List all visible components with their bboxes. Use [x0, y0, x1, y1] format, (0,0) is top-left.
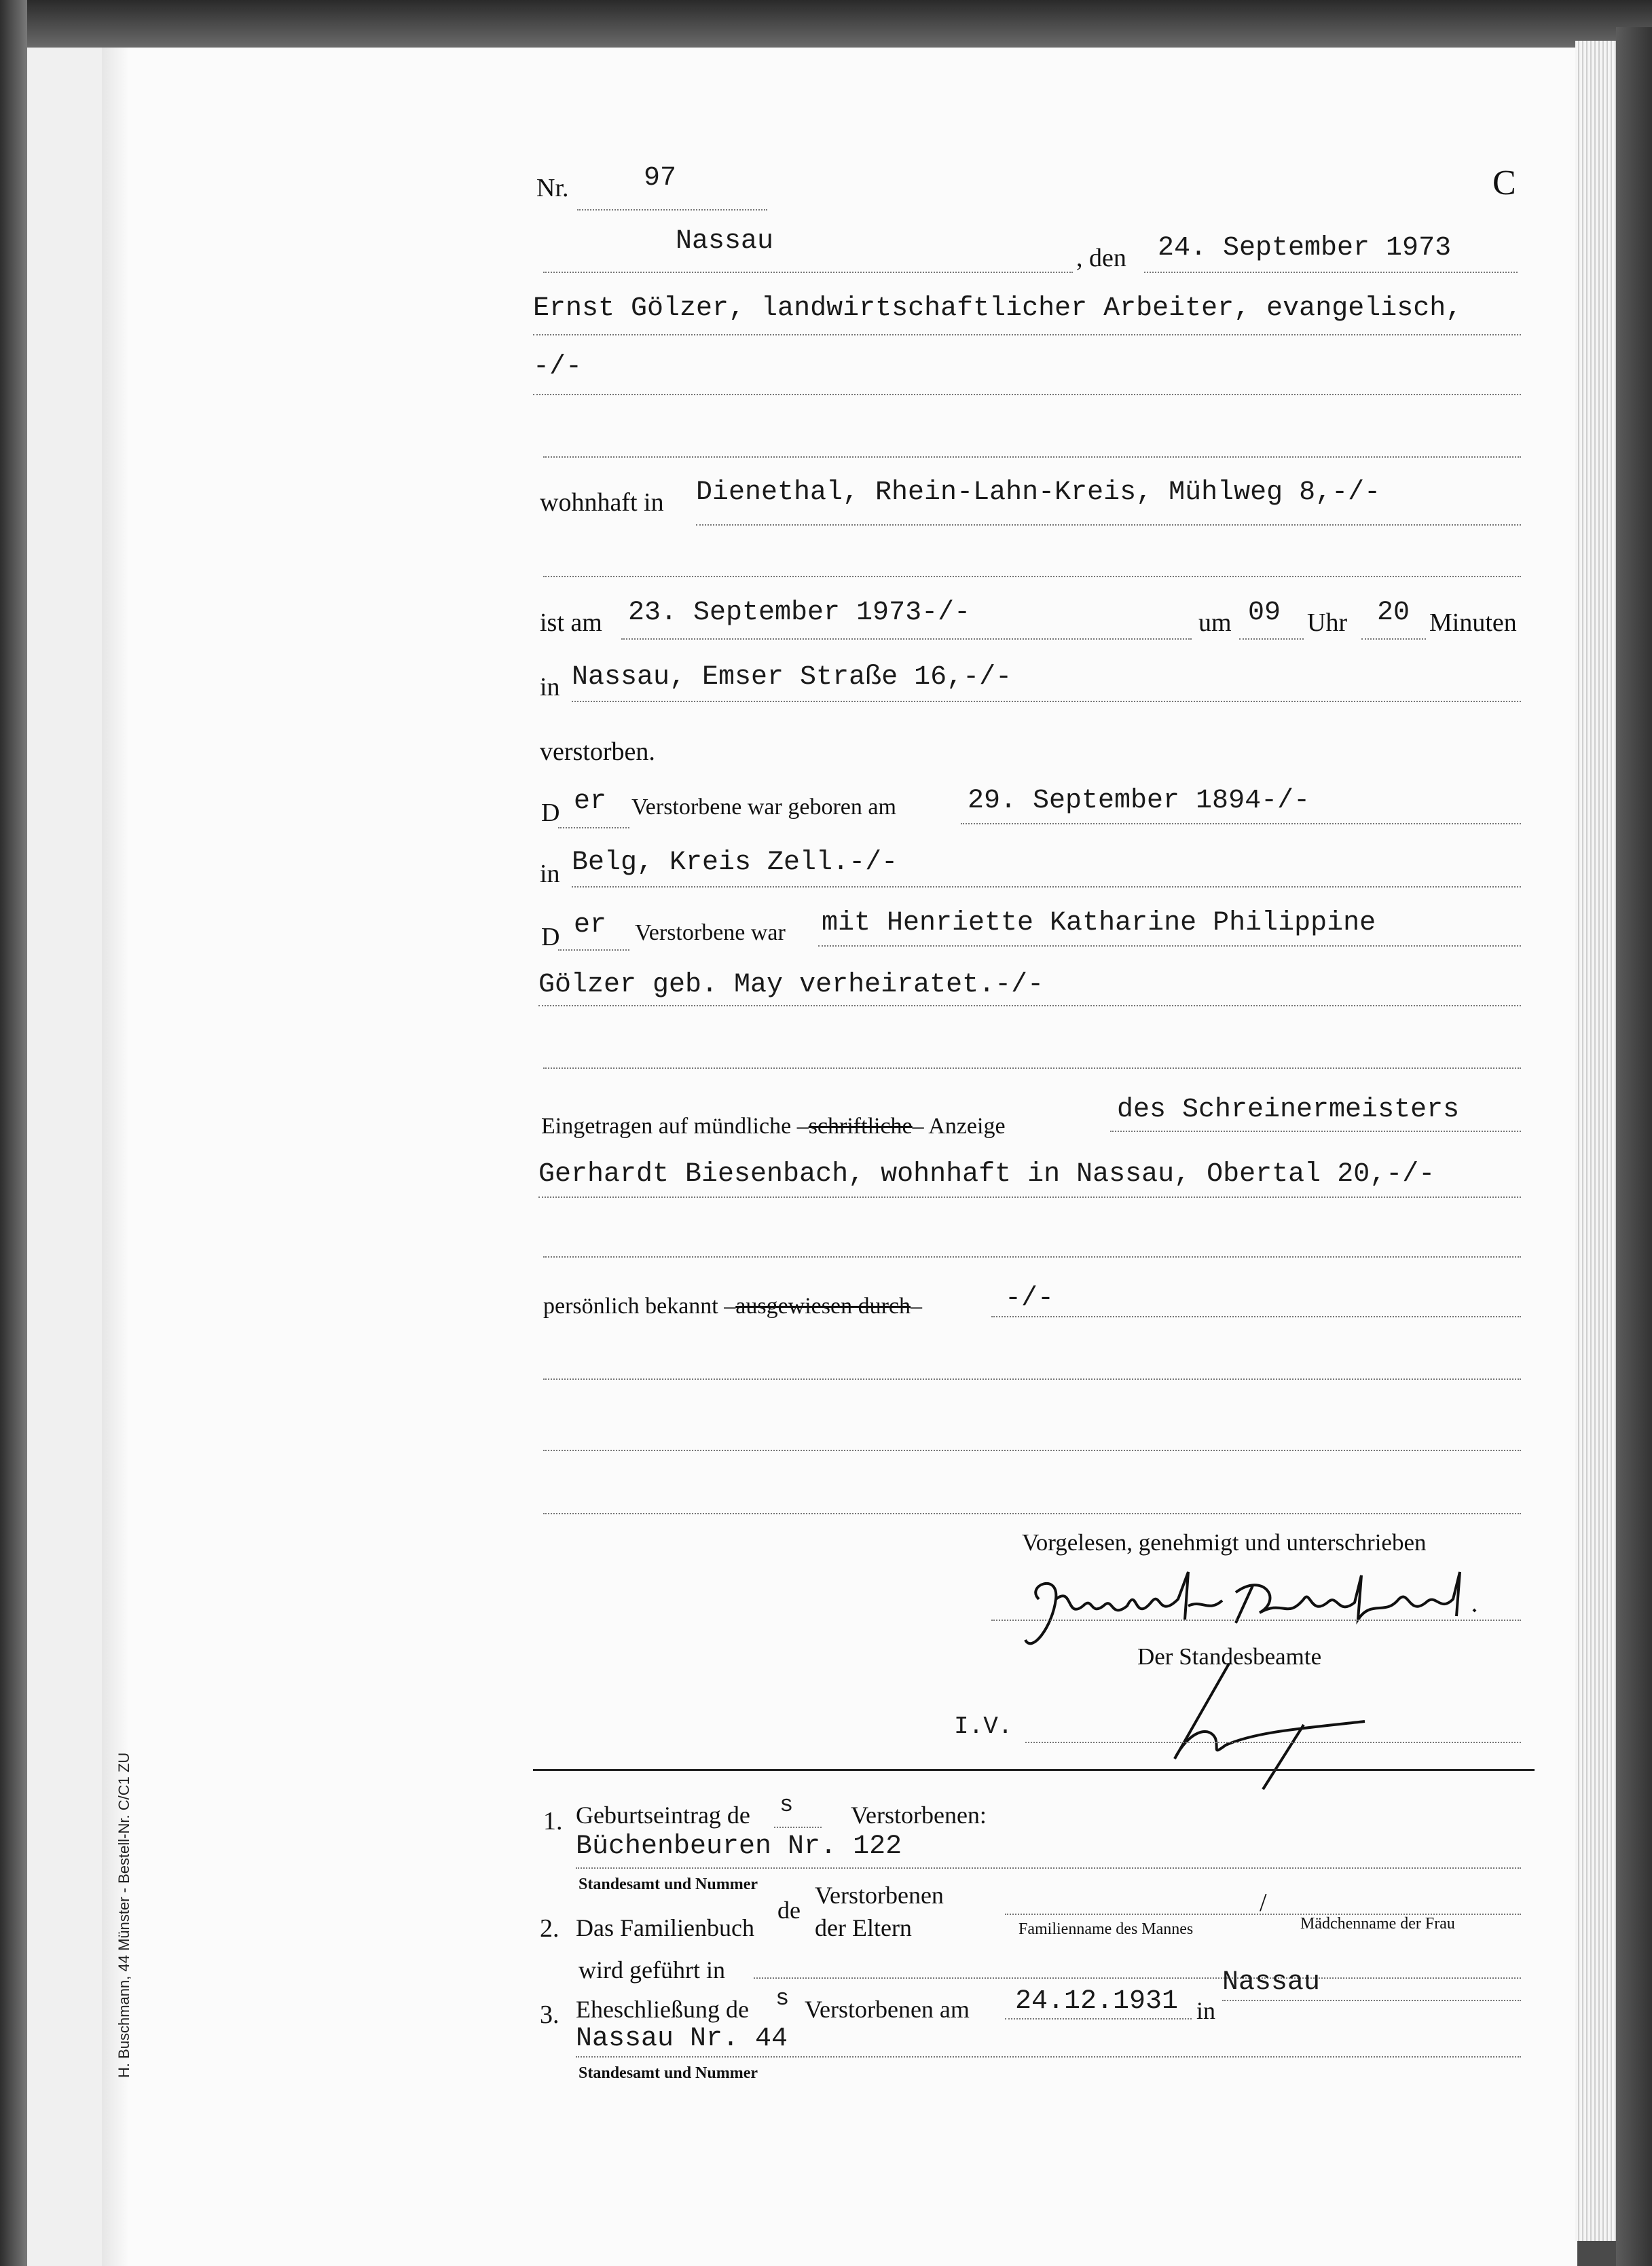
familienbuch-label: Das Familienbuch [576, 1914, 754, 1941]
place-of-record: Nassau [676, 226, 774, 257]
dotted-line [696, 524, 1521, 526]
ist-am-label: ist am [540, 608, 602, 637]
book-cover-left [0, 0, 27, 2266]
dotted-line [538, 1005, 1521, 1006]
birth-place: Belg, Kreis Zell.-/- [572, 847, 898, 878]
residence-value: Dienethal, Rhein-Lahn-Kreis, Mühlweg 8,-/- [696, 477, 1381, 508]
informant-line-1: des Schreinermeisters [1117, 1095, 1460, 1125]
eltern-option: der Eltern [815, 1914, 912, 1941]
verheiratet-label: Verstorbene war [635, 920, 786, 945]
dotted-line [1239, 638, 1304, 640]
form-letter: C [1492, 164, 1516, 202]
identity-label: persönlich bekannt –ausgewiesen durch– [543, 1294, 923, 1319]
birth-d-label: D [541, 799, 560, 827]
note-3-number: 3. [540, 2000, 559, 2029]
standesamt-label-2: Standesamt und Nummer [579, 2064, 758, 2082]
dotted-line [991, 1620, 1521, 1621]
book-cover-right [1616, 27, 1652, 2266]
dotted-line [1025, 1742, 1521, 1743]
uhr-label: Uhr [1307, 608, 1348, 637]
dotted-line [1005, 2018, 1192, 2020]
birth-entry-value: Büchenbeuren Nr. 122 [576, 1831, 902, 1862]
entry-number: 97 [644, 163, 677, 194]
death-place-in-label: in [540, 673, 560, 701]
um-label: um [1198, 608, 1232, 637]
dotted-line [991, 1316, 1521, 1317]
wohnhaft-label: wohnhaft in [540, 488, 664, 517]
minuten-label: Minuten [1429, 608, 1517, 637]
dotted-line [533, 334, 1521, 335]
marriage-gender-suffix: er [574, 910, 607, 940]
dotted-line [754, 1977, 1521, 1979]
marriage-entry-label-b: Verstorbenen am [805, 1996, 970, 2023]
husband-surname-label: Familienname des Mannes [1018, 1920, 1194, 1938]
marriage-line-2: Gölzer geb. May verheiratet.-/- [538, 970, 1044, 1000]
dotted-line [543, 1450, 1521, 1451]
dotted-line [1110, 1131, 1521, 1132]
death-minutes: 20 [1377, 598, 1410, 628]
death-date: 23. September 1973-/- [628, 598, 971, 628]
registration-label: Eingetragen auf mündliche –schriftliche– Anzeige [541, 1114, 1006, 1139]
birth-entry-suffix: s [779, 1793, 794, 1819]
dotted-line [1222, 2000, 1521, 2001]
note-2-number: 2. [540, 1914, 559, 1943]
de-label: de [777, 1897, 801, 1924]
dotted-line [558, 827, 629, 828]
dotted-line [621, 638, 1192, 640]
note-1-number: 1. [543, 1807, 563, 1835]
person-continuation: -/- [533, 352, 583, 382]
dotted-line [818, 945, 1521, 947]
person-description: Ernst Gölzer, landwirtschaftlicher Arbeiter, evangelisch, [533, 293, 1463, 324]
standesamt-label: Standesamt und Nummer [579, 1876, 758, 1893]
birth-date: 29. September 1894-/- [968, 786, 1310, 816]
dotted-line [576, 2056, 1521, 2058]
marriage-entry-date: 24.12.1931 [1015, 1986, 1179, 2017]
marriage-entry-suffix: s [775, 1986, 790, 2012]
dotted-line [576, 1867, 1521, 1869]
dotted-line [572, 701, 1521, 702]
informant-line-2: Gerhardt Biesenbach, wohnhaft in Nassau, Obertal 20,-/- [538, 1159, 1435, 1190]
book-cover-top [0, 0, 1652, 48]
den-label: , den [1076, 244, 1126, 272]
death-hour: 09 [1248, 598, 1281, 628]
marriage-place-in-label: in [1196, 1997, 1216, 2024]
dotted-line [1144, 272, 1518, 273]
dotted-line [543, 272, 1073, 273]
dotted-line [543, 1513, 1521, 1514]
birth-place-in-label: in [540, 860, 560, 888]
dotted-line [538, 1196, 1521, 1198]
marriage-entry-label: Eheschließung de [576, 1996, 749, 2023]
gefuehrt-label: wird geführt in [579, 1956, 725, 1984]
record-date: 24. September 1973 [1158, 233, 1452, 263]
birth-entry-label: Geburtseintrag de [576, 1802, 750, 1829]
separator-rule [533, 1769, 1535, 1771]
dotted-line [543, 456, 1521, 458]
dotted-line [1361, 638, 1426, 640]
registrar-label: Der Standesbeamte [1137, 1643, 1322, 1670]
birth-gender-suffix: er [574, 786, 607, 817]
verstorbenen-option: Verstorbenen [815, 1882, 944, 1909]
dotted-line [543, 576, 1521, 577]
dotted-line [543, 1067, 1521, 1069]
printer-imprint: H. Buschmann, 44 Münster - Bestell-Nr. C/C1 ZU [115, 1752, 132, 2078]
marriage-line-1: mit Henriette Katharine Philippine [822, 908, 1376, 938]
iv-label: I.V. [954, 1713, 1013, 1740]
dotted-line [961, 823, 1521, 824]
nr-label: Nr. [536, 174, 569, 202]
page-edges [1575, 41, 1616, 2241]
read-approved-label: Vorgelesen, genehmigt und unterschrieben [1022, 1529, 1427, 1556]
verstorben-label: verstorben. [540, 737, 655, 766]
wife-maiden-name-label: Mädchenname der Frau [1300, 1915, 1455, 1933]
marriage-entry-value: Nassau Nr. 44 [576, 2024, 788, 2054]
slash-separator: / [1260, 1888, 1267, 1917]
death-place: Nassau, Emser Straße 16,-/- [572, 662, 1012, 693]
dotted-line [543, 1378, 1521, 1380]
dotted-line [558, 949, 629, 951]
marriage-entry-place: Nassau [1222, 1967, 1321, 1998]
birth-entry-label-b: Verstorbenen: [851, 1802, 987, 1829]
dotted-line [774, 1827, 822, 1828]
identity-value: -/- [1005, 1283, 1054, 1314]
registrar-signature [1148, 1657, 1378, 1793]
dotted-line [572, 886, 1521, 888]
marriage-d-label: D [541, 923, 560, 951]
geboren-label: Verstorbene war geboren am [631, 794, 896, 820]
dotted-line [533, 394, 1521, 395]
dotted-line [577, 209, 767, 211]
dotted-line [543, 1256, 1521, 1258]
